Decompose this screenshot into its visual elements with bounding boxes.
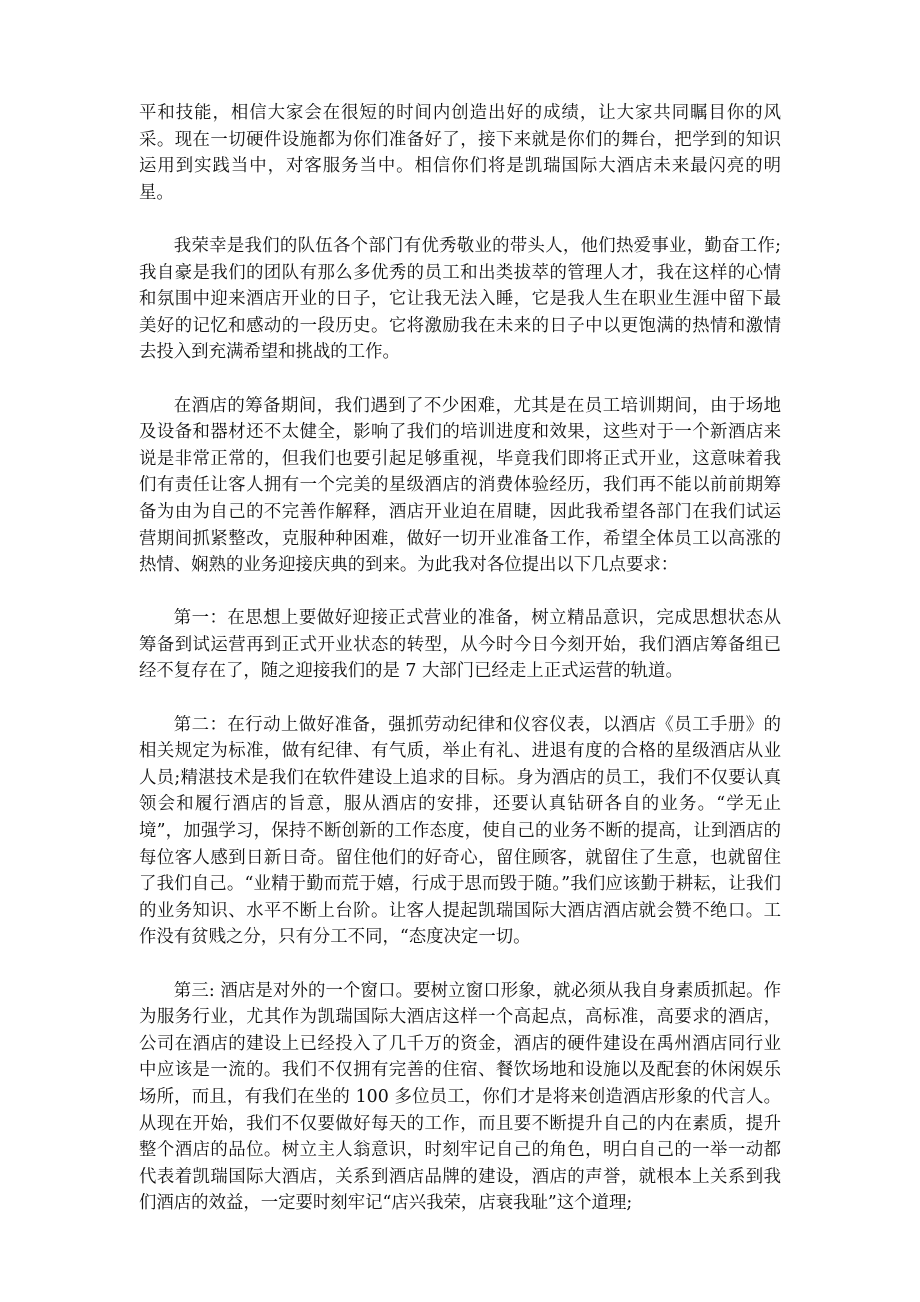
paragraph-3: 在酒店的筹备期间，我们遇到了不少困难，尤其是在员工培训期间，由于场地及设备和器材还不太健全，影响了我们的培训进度和效果，这些对于一个新酒店来说是非常正常的，但我们也要引起足够重视，毕竟我们即将正式开业，这意味着我们有责任让客人拥有一个完美的星级酒店的消费体验经历，我们再不能以前前期筹备为由为自己的不完善作解释，酒店开业迫在眉睫，因此我希望各部门在我们试运营期间抓紧整改，克服种种困难，做好一切开业准备工作，希望全体员工以高涨的热情、娴熟的业务迎接庆典的到来。为此我对各位提出以下几点要求： xyxy=(139,395,781,576)
paragraph-5: 第二：在行动上做好准备，强抓劳动纪律和仪容仪表，以酒店《员工手册》的相关规定为标准，做有纪律、有气质，举止有礼、进退有度的合格的星级酒店从业人员;精湛技术是我们在软件建设上追求的目标。身为酒店的员工，我们不仅要认真领会和履行酒店的旨意，服从酒店的安排，还要认真钻研各自的业务。“学无止境”，加强学习，保持不断创新的工作态度，使自己的业务不断的提高，让到酒店的每位客人感到日新日奇。留住他们的好奇心，留住顾客，就留住了生意，也就留住了我们自己。“业精于勤而荒于嬉，行成于思而毁于随。”我们应该勤于耕耘，让我们的业务知识、水平不断上台阶。让客人提起凯瑞国际大酒店酒店就会赞不绝口。工作没有贫贱之分，只有分工不同，“态度决定一切。 xyxy=(139,714,781,948)
document-page xyxy=(139,100,781,1244)
paragraph-6: 第三: 酒店是对外的一个窗口。要树立窗口形象，就必须从我自身素质抓起。作为服务行业，尤其作为凯瑞国际大酒店这样一个高起点，高标准，高要求的酒店，公司在酒店的建设上已经投入了几千万的资金，酒店的硬件建设在禹州酒店同行业中应该是一流的。我们不仅拥有完善的住宿、餐饮场地和设施以及配套的休闲娱乐场所，而且，有我们在坐的 100 多位员工，你们才是将来创造酒店形象的代言人。从现在开始，我们不仅要做好每天的工作，而且要不断提升自己的内在素质，提升整个酒店的品位。树立主人翁意识，时刻牢记自己的角色，明白自己的一举一动都代表着凯瑞国际大酒店，关系到酒店品牌的建设，酒店的声誉，就根本上关系到我们酒店的效益，一定要时刻牢记“店兴我荣，店衰我耻”这个道理; xyxy=(139,980,781,1214)
paragraph-4: 第一：在思想上要做好迎接正式营业的准备，树立精品意识，完成思想状态从筹备到试运营再到正式开业状态的转型，从今时今日今刻开始，我们酒店筹备组已经不复存在了，随之迎接我们的是 7 大部门已经走上正式运营的轨道。 xyxy=(139,608,781,682)
paragraph-1: 平和技能，相信大家会在很短的时间内创造出好的成绩，让大家共同瞩目你的风采。现在一切硬件设施都为你们准备好了，接下来就是你们的舞台，把学到的知识运用到实践当中，对客服务当中。相信你们将是凯瑞国际大酒店未来最闪亮的明星。 xyxy=(139,103,781,203)
paragraph-2: 我荣幸是我们的队伍各个部门有优秀敬业的带头人，他们热爱事业，勤奋工作;我自豪是我们的团队有那么多优秀的员工和出类拔萃的管理人才，我在这样的心情和氛围中迎来酒店开业的日子，它让我无法入睡，它是我人生在职业生涯中留下最美好的记忆和感动的一段历史。它将激励我在未来的日子中以更饱满的热情和激情去投入到充满希望和挑战的工作。 xyxy=(139,235,781,363)
